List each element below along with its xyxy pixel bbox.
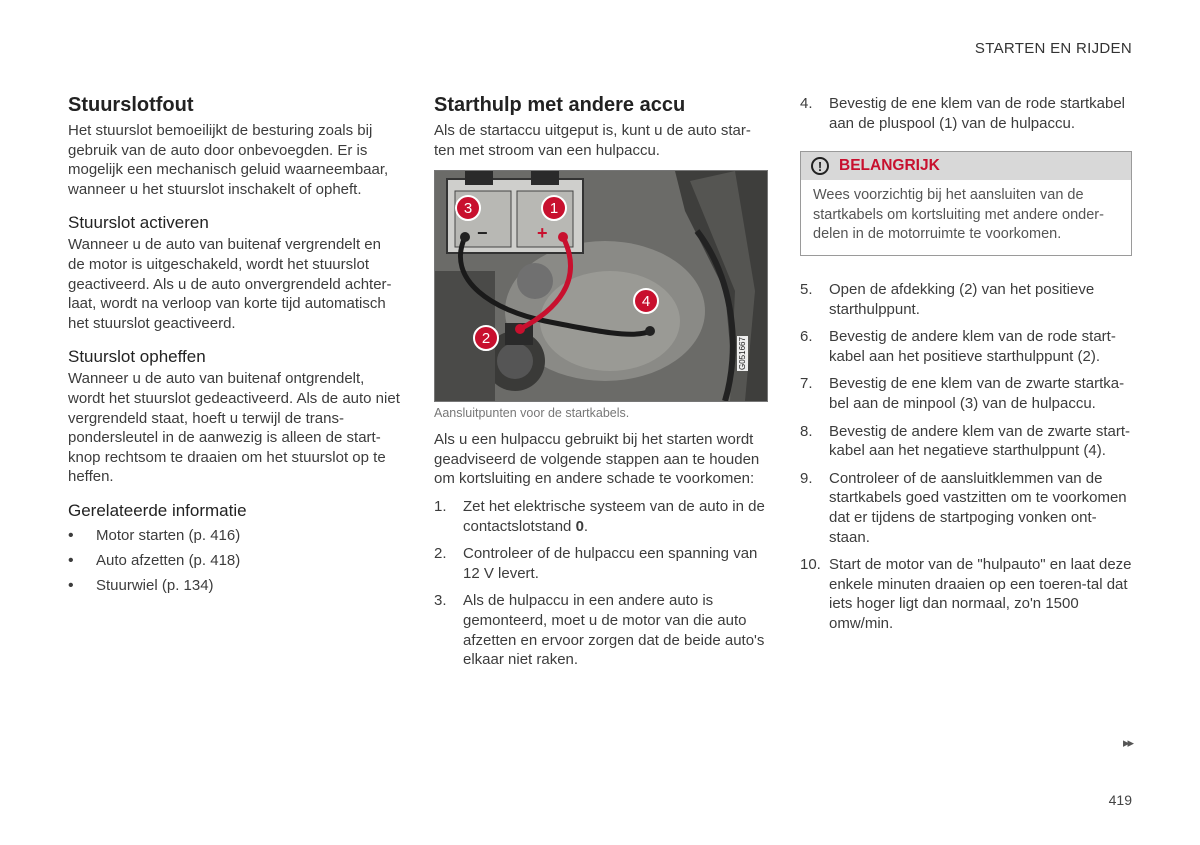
step-item <box>800 469 1132 547</box>
minus-sign: − <box>477 223 488 244</box>
step-number: 8. <box>800 422 813 440</box>
step-text: Als de hulpaccu in een andere auto is gemonteerd, moet u de motor van die auto afzetten en ervoor zorgen dat de beide auto's elkaar niet raken. <box>463 592 765 669</box>
step-text-end: . <box>583 517 589 535</box>
step-item <box>800 327 1132 366</box>
steering-lock-title: Stuurslotfout <box>68 94 194 116</box>
steering-lock-intro: Het stuurslot bemoeilijkt de besturing zoals bij gebruik van de auto door onbevoegden. Er is mogelijk een mechanisch geluid waarneembaar, wanneer u het stuurslot inschakelt of opheft. <box>68 122 389 198</box>
step-item <box>800 280 1132 319</box>
step-item <box>800 555 1132 633</box>
plus-sign: + <box>537 223 548 244</box>
step-text: Open de afdekking (2) van het positieve starthulppunt. <box>829 280 1095 318</box>
step-text: Bevestig de ene klem van de zwarte startka-bel aan de minpool (3) van de hulpaccu. <box>829 375 1125 412</box>
step-item <box>800 422 1132 461</box>
page-number: 419 <box>1108 792 1132 808</box>
step-number: 9. <box>800 469 813 487</box>
steps-list-3 <box>800 280 1132 634</box>
step-number: 6. <box>800 328 813 346</box>
related-link-stuurwiel[interactable]: • Stuurwiel (p. 134) <box>68 573 400 598</box>
jump-start-intro: Als de startaccu uitgeput is, kunt u de auto star-ten met stroom van een hulpaccu. <box>434 122 751 159</box>
engine-bay-figure <box>434 170 768 402</box>
steps-list-2 <box>800 94 1132 133</box>
marker-4: 4 <box>633 288 659 314</box>
step-number: 7. <box>800 375 813 393</box>
step-text: Controleer of de hulpaccu een spanning van 12 V levert. <box>463 545 758 582</box>
notice-title: BELANGRIJK <box>839 157 940 175</box>
step-item <box>434 591 768 669</box>
step-bold-value: 0 <box>575 517 584 535</box>
jump-start-title: Starthulp met andere accu <box>434 94 686 116</box>
release-heading: Stuurslot opheffen <box>68 347 206 367</box>
step-item <box>800 94 1132 133</box>
related-link-motor-starten[interactable]: • Motor starten (p. 416) <box>68 523 400 548</box>
step-number: 4. <box>800 95 813 112</box>
release-text: Wanneer u de auto van buitenaf ontgrendelt, wordt het stuurslot gedeactiveerd. Als de auto niet vergrendeld staat, hoeft u terwijl de trans-pondersleutel in de aanwezig is alleen de start-knop rechtsom te draaien om het stuurslot op te heffen. <box>68 370 400 486</box>
related-link-auto-afzetten[interactable]: • Auto afzetten (p. 418) <box>68 548 400 573</box>
warning-icon: ! <box>811 157 829 175</box>
continue-icon[interactable]: ▸▸ <box>1122 735 1132 750</box>
step-text: Start de motor van de "hulpauto" en laat deze enkele minuten draaien op een toeren-tal dat iets hoger ligt dan normaal, zo'n 1500 omw/min. <box>829 556 1132 632</box>
step-text: Controleer of de aansluitklemmen van de startkabels goed vastzitten om te voorkomen dat er tijdens de startpoging vonken ont-staan. <box>829 469 1127 546</box>
important-notice <box>800 151 1132 256</box>
jump-start-advice: Als u een hulpaccu gebruikt bij het starten wordt geadviseerd de volgende stappen aan te houden om kortsluiting en andere schade te voorkomen: <box>434 431 760 488</box>
step-number: 5. <box>800 280 813 298</box>
engine-bay-illustration <box>435 171 767 401</box>
marker-2: 2 <box>473 325 499 351</box>
step-text: Bevestig de andere klem van de rode start-kabel aan het positieve starthulppunt (2). <box>829 328 1116 365</box>
activate-text: Wanneer u de auto van buitenaf vergrendelt en de motor is uitgeschakeld, wordt het stuurslot geactiveerd. Als u de auto onvergrendeld achter-laat, wordt na verloop van korte tijd automatisch het stuurslot geactiveerd. <box>68 236 392 332</box>
step-text: Bevestig de ene klem van de rode startkabel aan de pluspool (1) van de hulpaccu. <box>829 95 1126 132</box>
step-text: Zet het elektrische systeem van de auto in de contactslotstand <box>463 497 765 535</box>
column-steering-lock <box>68 94 400 598</box>
step-item <box>434 497 768 536</box>
step-item <box>800 374 1132 413</box>
related-list <box>68 523 400 598</box>
figure-caption: Aansluitpunten voor de startkabels. <box>434 406 630 421</box>
steps-list-1 <box>434 497 768 670</box>
notice-text: Wees voorzichtig bij het aansluiten van de startkabels om kortsluiting met andere onder-delen in de motorruimte te voorkomen. <box>813 187 1104 243</box>
step-number: 10. <box>800 556 821 574</box>
step-number: 3. <box>434 592 447 610</box>
step-item <box>434 544 768 583</box>
notice-header <box>801 152 1131 180</box>
section-header: STARTEN EN RIJDEN <box>974 40 1132 57</box>
column-jump-start-steps <box>800 94 1132 641</box>
marker-3: 3 <box>455 195 481 221</box>
step-number: 2. <box>434 545 447 563</box>
marker-1: 1 <box>541 195 567 221</box>
figure-code: G051667 <box>738 337 747 371</box>
column-jump-start <box>434 94 768 678</box>
step-number: 1. <box>434 497 447 515</box>
related-heading: Gerelateerde informatie <box>68 500 247 520</box>
step-text: Bevestig de andere klem van de zwarte start-kabel aan het negatieve starthulppunt (4). <box>829 422 1130 460</box>
activate-heading: Stuurslot activeren <box>68 213 209 233</box>
